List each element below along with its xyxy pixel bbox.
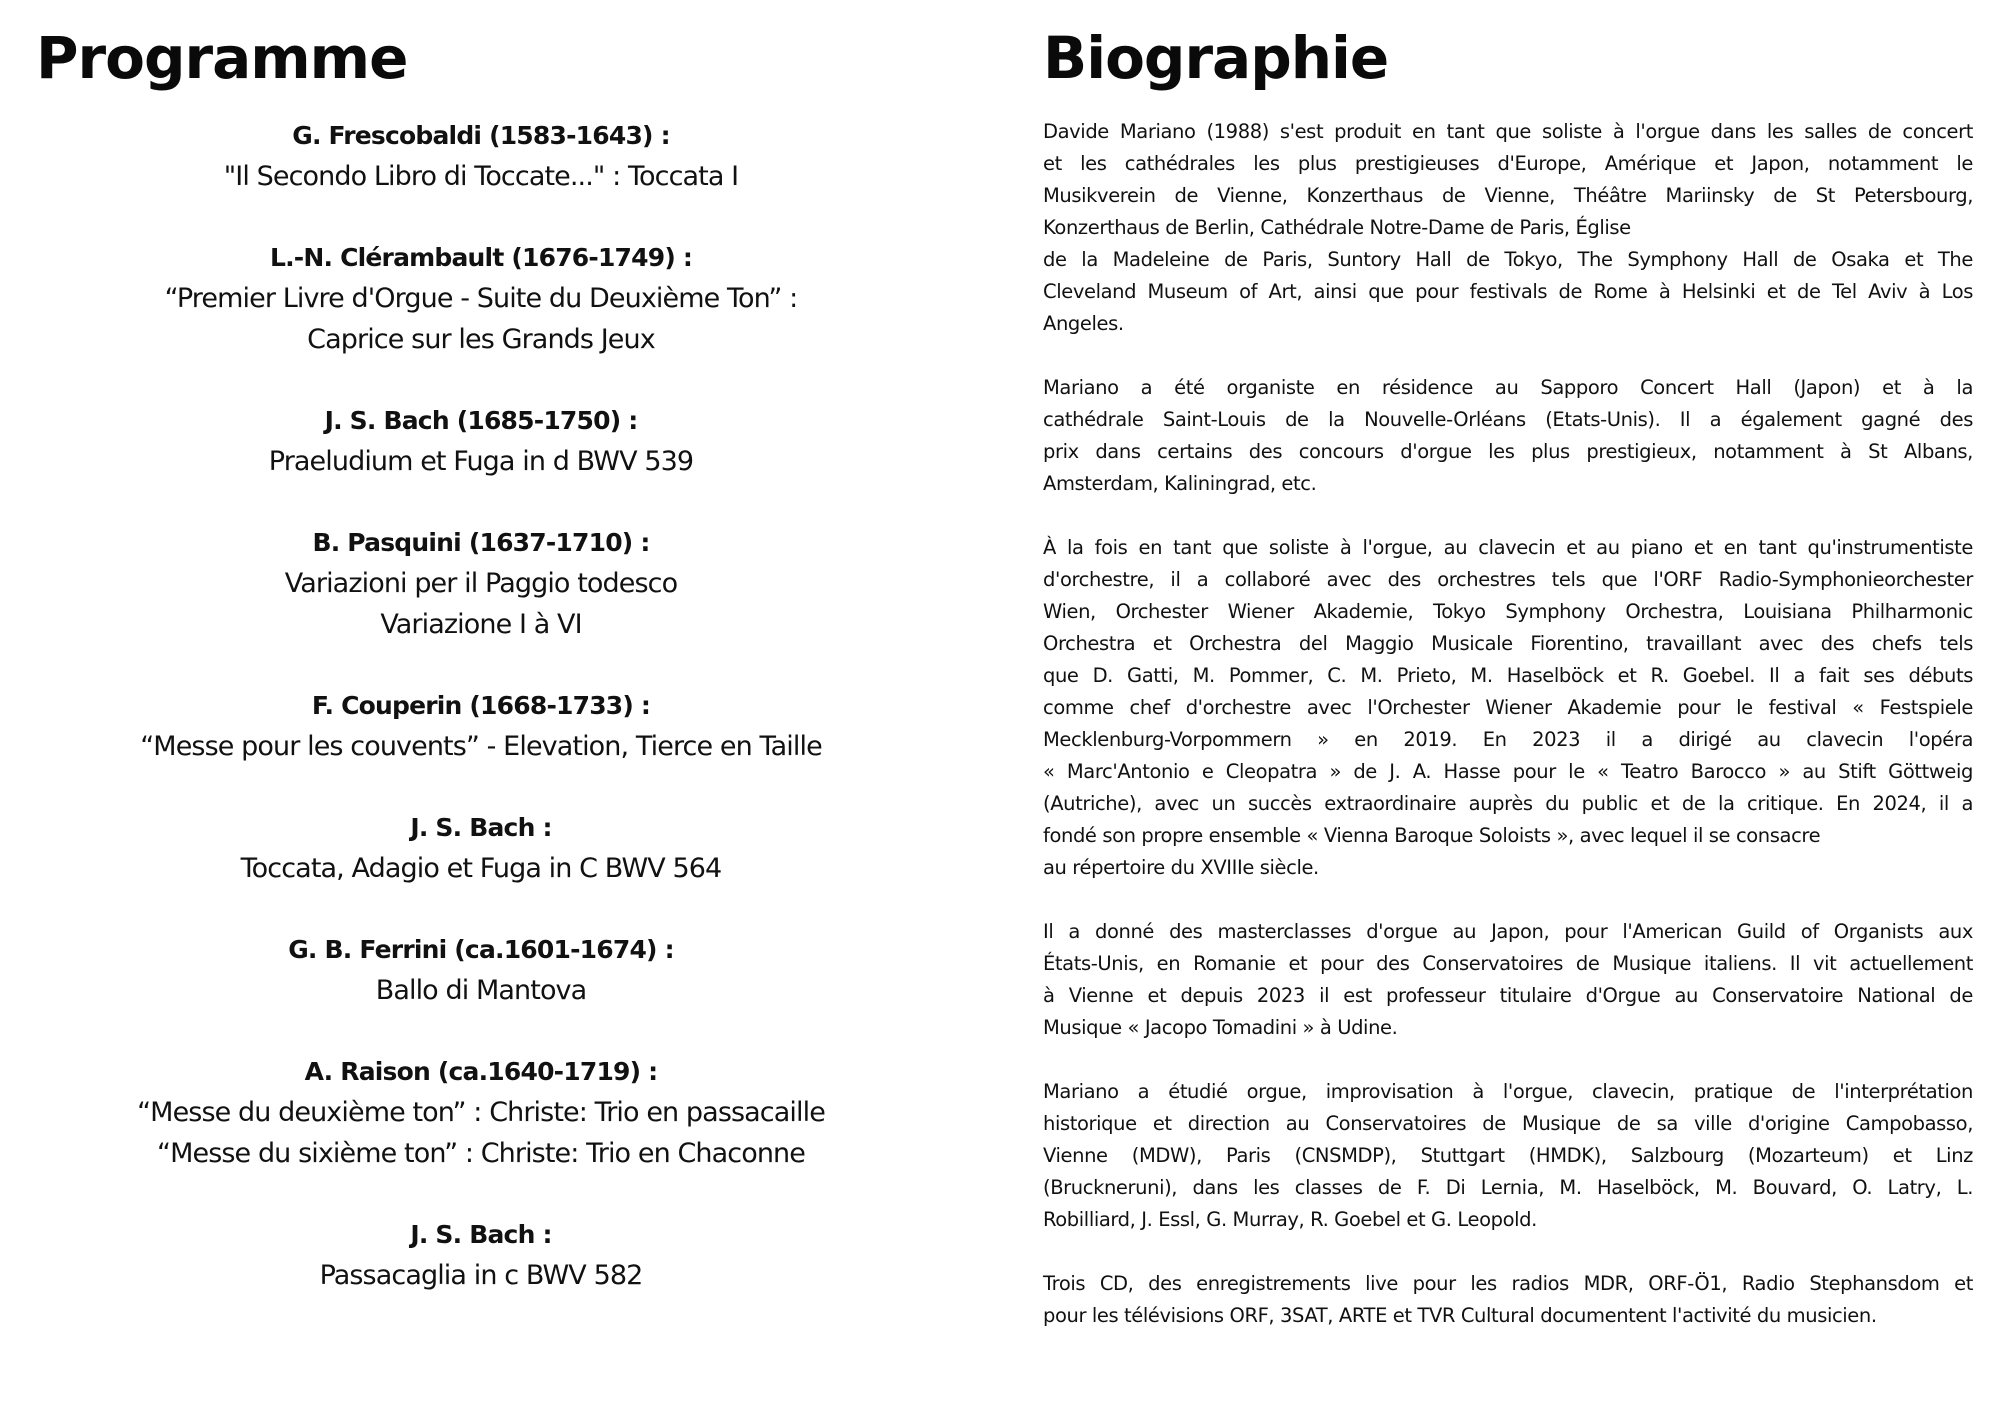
work-title: Caprice sur les Grands Jeux	[307, 324, 655, 355]
bio-line: (Bruckneruni), dans les classes de F. Di Lernia, M. Haselböck, M. Bouvard, O. Latry, L.	[1043, 1176, 1973, 1199]
bio-paragraph	[1043, 916, 1973, 1044]
work-title: “Messe pour les couvents” - Elevation, Tierce en Taille	[140, 731, 822, 762]
bio-line: Mariano a été organiste en résidence au Sapporo Concert Hall (Japon) et à la	[1043, 376, 1973, 399]
composer-name: G. B. Ferrini (ca.1601-1674) :	[288, 935, 674, 964]
bio-line: Angeles.	[1043, 312, 1124, 335]
bio-line: prix dans certains des concours d'orgue les plus prestigieux, notamment à St Albans,	[1043, 440, 1973, 463]
programme-column	[36, 24, 926, 1336]
bio-line: Amsterdam, Kaliningrad, etc.	[1043, 472, 1317, 495]
bio-line: d'orchestre, il a collaboré avec des orchestres tels que l'ORF Radio-Symphonieorchester	[1043, 568, 1973, 591]
bio-line: à Vienne et depuis 2023 il est professeur titulaire d'Orgue au Conservatoire National de	[1043, 984, 1973, 1007]
work-title: Passacaglia in c BWV 582	[319, 1260, 643, 1291]
work-title: “Messe du deuxième ton” : Christe: Trio en passacaille	[137, 1097, 825, 1128]
bio-line: Trois CD, des enregistrements live pour les radios MDR, ORF-Ö1, Radio Stephansdom et	[1043, 1272, 1973, 1295]
composer-name: G. Frescobaldi (1583-1643) :	[292, 121, 670, 150]
bio-line: que D. Gatti, M. Pommer, C. M. Prieto, M. Haselböck et R. Goebel. Il a fait ses débuts	[1043, 664, 1973, 687]
programme-item	[36, 237, 926, 360]
biographie-heading: Biographie	[1043, 24, 1389, 92]
work-title: Praeludium et Fuga in d BWV 539	[268, 446, 694, 477]
bio-line: Wien, Orchester Wiener Akademie, Tokyo Symphony Orchestra, Louisiana Philharmonic	[1043, 600, 1973, 623]
bio-line: pour les télévisions ORF, 3SAT, ARTE et TVR Cultural documentent l'activité du musicien.	[1043, 1304, 1877, 1327]
bio-line: Orchestra et Orchestra del Maggio Musicale Fiorentino, travaillant avec des chefs tels	[1043, 632, 1973, 655]
composer-name: J. S. Bach :	[410, 813, 552, 842]
bio-line: Robilliard, J. Essl, G. Murray, R. Goebel et G. Leopold.	[1043, 1208, 1537, 1231]
bio-line: À la fois en tant que soliste à l'orgue, au clavecin et au piano et en tant qu'instrumentiste	[1043, 536, 1973, 559]
bio-line: comme chef d'orchestre avec l'Orchester Wiener Akademie pour le festival « Festspiele	[1043, 696, 1973, 719]
bio-line: (Autriche), avec un succès extraordinaire auprès du public et de la critique. En 2024, il a	[1043, 792, 1973, 815]
bio-line: Davide Mariano (1988) s'est produit en tant que soliste à l'orgue dans les salles de concert	[1043, 120, 1973, 143]
composer-name: B. Pasquini (1637-1710) :	[312, 528, 650, 557]
programme-item	[36, 807, 926, 889]
programme-item	[36, 685, 926, 767]
work-title: Variazioni per il Paggio todesco	[284, 568, 678, 599]
bio-paragraph	[1043, 372, 1973, 500]
bio-line: Musikverein de Vienne, Konzerthaus de Vienne, Théâtre Mariinsky de St Petersbourg,	[1043, 184, 1973, 207]
composer-name: L.-N. Clérambault (1676-1749) :	[269, 243, 693, 272]
bio-line: Mecklenburg-Vorpommern » en 2019. En 2023 il a dirigé au clavecin l'opéra	[1043, 728, 1973, 751]
programme-heading: Programme	[36, 24, 408, 92]
bio-line: Cleveland Museum of Art, ainsi que pour festivals de Rome à Helsinki et de Tel Aviv à Los	[1043, 280, 1973, 303]
bio-line: Il a donné des masterclasses d'orgue au Japon, pour l'American Guild of Organists aux	[1043, 920, 1973, 943]
bio-line: États-Unis, en Romanie et pour des Conservatoires de Musique italiens. Il vit actuellement	[1043, 952, 1973, 975]
programme-item	[36, 115, 926, 197]
programme-item	[36, 400, 926, 482]
programme-item	[36, 1051, 926, 1174]
work-title: Ballo di Mantova	[375, 975, 587, 1006]
work-title: "Il Secondo Libro di Toccate..." : Toccata I	[223, 161, 739, 192]
biographie-body	[1043, 116, 1973, 1332]
bio-line: historique et direction au Conservatoires de Musique de sa ville d'origine Campobasso,	[1043, 1112, 1973, 1135]
work-title: “Premier Livre d'Orgue - Suite du Deuxième Ton” :	[164, 283, 798, 314]
composer-name: J. S. Bach (1685-1750) :	[324, 406, 638, 435]
bio-line: « Marc'Antonio e Cleopatra » de J. A. Hasse pour le « Teatro Barocco » au Stift Göttweig	[1043, 760, 1973, 783]
bio-line: fondé son propre ensemble « Vienna Baroque Soloists », avec lequel il se consacre	[1043, 824, 1821, 847]
bio-paragraph	[1043, 116, 1973, 340]
bio-paragraph	[1043, 1268, 1973, 1332]
programme-item	[36, 1214, 926, 1296]
composer-name: F. Couperin (1668-1733) :	[311, 691, 651, 720]
programme-item	[36, 929, 926, 1011]
bio-line: au répertoire du XVIIIe siècle.	[1043, 856, 1319, 879]
bio-line: Mariano a étudié orgue, improvisation à l'orgue, clavecin, pratique de l'interprétation	[1043, 1080, 1973, 1103]
bio-line: Konzerthaus de Berlin, Cathédrale Notre-Dame de Paris, Église	[1043, 216, 1631, 239]
composer-name: J. S. Bach :	[410, 1220, 552, 1249]
bio-paragraph	[1043, 1076, 1973, 1236]
bio-line: et les cathédrales les plus prestigieuses d'Europe, Amérique et Japon, notamment le	[1043, 152, 1973, 175]
composer-name: A. Raison (ca.1640-1719) :	[304, 1057, 658, 1086]
programme-item	[36, 522, 926, 645]
work-title: Toccata, Adagio et Fuga in C BWV 564	[240, 853, 722, 884]
bio-line: Musique « Jacopo Tomadini » à Udine.	[1043, 1016, 1398, 1039]
programme-list	[36, 115, 926, 1296]
work-title: Variazione I à VI	[380, 609, 582, 640]
bio-line: Vienne (MDW), Paris (CNSMDP), Stuttgart (HMDK), Salzbourg (Mozarteum) et Linz	[1043, 1144, 1973, 1167]
work-title: “Messe du sixième ton” : Christe: Trio en Chaconne	[157, 1138, 805, 1169]
biographie-column	[1043, 24, 1973, 1364]
bio-line: cathédrale Saint-Louis de la Nouvelle-Orléans (Etats-Unis). Il a également gagné des	[1043, 408, 1973, 431]
bio-line: de la Madeleine de Paris, Suntory Hall de Tokyo, The Symphony Hall de Osaka et The	[1043, 248, 1973, 271]
bio-paragraph	[1043, 532, 1973, 884]
